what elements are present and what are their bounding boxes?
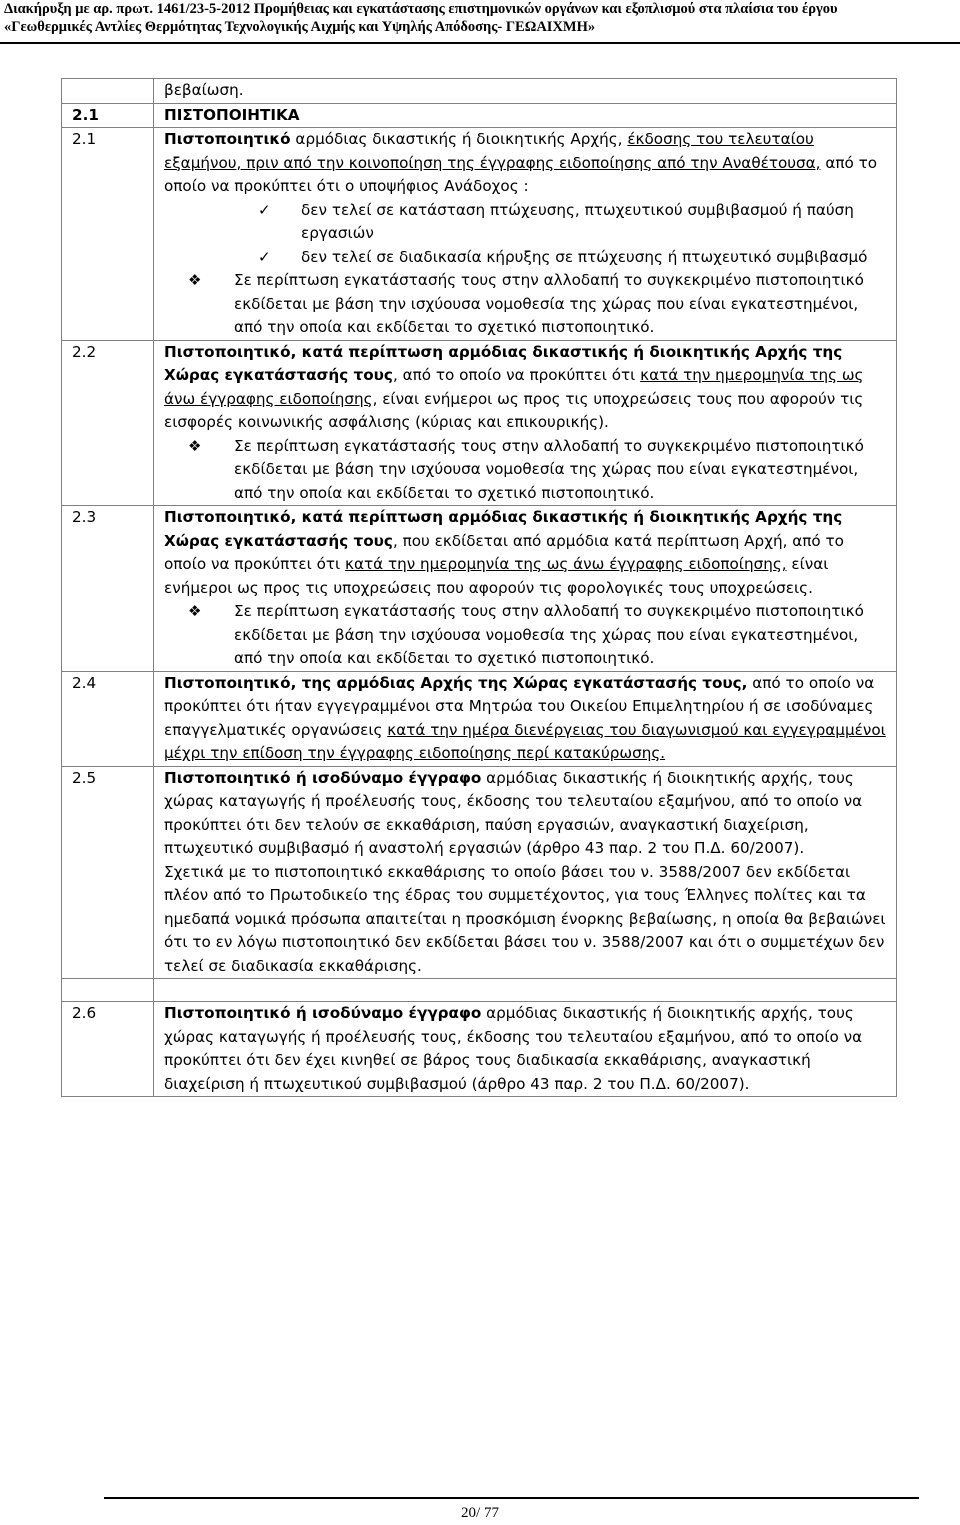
diamond-bullet-icon: ❖ — [188, 436, 202, 455]
item-number: 2.2 — [62, 340, 154, 506]
item-heading: Πιστοποιητικό ή ισοδύναμο έγγραφο — [164, 1004, 482, 1022]
table-row — [62, 1002, 897, 1097]
foreign-note — [164, 269, 890, 340]
section-number: 2.1 — [62, 103, 154, 128]
diamond-bullet-icon: ❖ — [188, 602, 202, 620]
item-content — [154, 1002, 897, 1097]
item-number: 2.1 — [62, 128, 154, 341]
item-heading: Πιστοποιητικό, κατά περίπτωση αρμόδιας δικαστικής ή διοικητικής Αρχής της Χώρας εγκατάστασής τους — [164, 508, 843, 550]
item-number: 2.3 — [62, 506, 154, 672]
item-number: 2.5 — [62, 766, 154, 979]
item-heading: Πιστοποιητικό — [164, 130, 291, 148]
item-underlined-text: κατά την ημερομηνία της ως άνω έγγραφης ειδοποίησης, — [345, 555, 787, 573]
continuation-text: βεβαίωση. — [164, 81, 244, 99]
item-heading: Πιστοποιητικό, της αρμόδιας Αρχής της Χώρας εγκατάστασής τους, — [164, 673, 748, 692]
item-content — [154, 340, 897, 506]
footer-divider — [104, 1497, 919, 1499]
item-text: , από το οποίο να προκύπτει ότι — [392, 366, 641, 384]
item-text: αρμόδιας δικαστικής ή διοικητικής αρχής, τους χώρας καταγωγής ή προέλευσής τους, έκδοσης του τελευταίου εξαμήνου, από το οποίο να προκύπτει ότι δεν έχει κινηθεί σε βάρος τους διαδικασία εκκαθάρισης, αναγκαστική διαχείριση ή πτωχευτικού συμβιβασμού (άρθρο 43 παρ. 2 του Π.Δ. 60/2007). — [164, 1004, 863, 1093]
table-row — [62, 79, 897, 104]
table-row — [62, 103, 897, 128]
row-content-cell — [154, 979, 897, 1002]
page-number: 20/ 77 — [461, 1505, 499, 1521]
item-text: , είναι ενήμεροι ως προς τις υποχρεώσεις τους που αφορούν τις εισφορές κοινωνικής ασφάλισης (κύριας και επικουρικής). — [164, 389, 864, 431]
item-text: από το οποίο να προκύπτει ότι ο υποψήφιος Ανάδοχος : — [164, 153, 878, 195]
checkmark-icon: ✓ — [258, 200, 271, 219]
requirements-table — [61, 78, 897, 1097]
item-text: είναι ενήμεροι ως προς τις υποχρεώσεις που αφορούν τις φορολογικές τους υποχρεώσεις. — [164, 555, 829, 597]
section-title: ΠΙΣΤΟΠΟΙΗΤΙΚΑ — [154, 103, 897, 128]
header-line-1: Διακήρυξη με αρ. πρωτ. 1461/23-5-2012 Προμήθειας και εγκατάστασης επιστημονικών οργάνων και εξοπλισμού στα πλαίσια του έργου — [4, 1, 838, 17]
item-content — [154, 128, 897, 341]
item-number: 2.6 — [62, 1002, 154, 1097]
item-note: Σχετικά με το πιστοποιητικό εκκαθάρισης το οποίο βάσει του ν. 3588/2007 δεν εκδίδεται πλέον από το Πρωτοδικείο της έδρας του συμμετέχοντος, για τους Έλληνες πολίτες και τα ημεδαπά νομικά πρόσωπα απαιτείται η προσκόμιση ένορκης βεβαίωσης, η οποία θα βεβαιώνει ότι το εν λόγω πιστοποιητικό δεν εκδίδεται βάσει του ν. 3588/2007 και ότι ο συμμετέχων δεν τελεί σε διαδικασία εκκαθάρισης. — [164, 862, 886, 975]
table-row — [62, 128, 897, 341]
table-row — [62, 766, 897, 979]
table-row — [62, 506, 897, 672]
item-content — [154, 671, 897, 766]
diamond-bullet-icon: ❖ — [188, 271, 202, 289]
foreign-note — [164, 600, 890, 671]
item-heading: Πιστοποιητικό ή ισοδύναμο έγγραφο — [164, 768, 482, 787]
row-number-cell — [62, 79, 154, 104]
table-row — [62, 979, 897, 1002]
item-underlined-text: έκδοσης του τελευταίου εξαμήνου, πριν από την κοινοποίηση της έγγραφης ειδοποίησης από την Αναθέτουσα, — [164, 130, 821, 172]
item-text: , που εκδίδεται από αρμόδια κατά περίπτωση Αρχή, από το οποίο να προκύπτει ότι — [164, 531, 844, 573]
checklist-text: δεν τελεί σε διαδικασία κήρυξης σε πτώχευσης ή πτωχευτικό συμβιβασμό — [301, 247, 868, 266]
row-number-cell — [62, 979, 154, 1002]
foreign-note — [164, 435, 890, 506]
header-divider — [0, 42, 960, 44]
foreign-note-text: Σε περίπτωση εγκατάστασής τους στην αλλοδαπή το συγκεκριμένο πιστοποιητικό εκδίδεται με βάση την ισχύουσα νομοθεσία της χώρας που είναι εγκατεστημένοι, από την οποία και εκδίδεται το σχετικό πιστοποιητικό. — [234, 436, 864, 502]
checklist-item — [164, 199, 890, 246]
item-underlined-text: κατά την ημερομηνία της ως άνω έγγραφης ειδοποίησης — [164, 366, 864, 408]
checkmark-icon: ✓ — [258, 247, 271, 266]
document-header — [4, 0, 954, 36]
item-text: αρμόδιας δικαστικής ή διοικητικής αρχής, τους χώρας καταγωγής ή προέλευσής τους, έκδοσης του τελευταίου εξαμήνου, από το οποίο να προκύπτει ότι δεν τελούν σε εκκαθάριση, παύση εργασιών, αναγκαστική διαχείριση, πτωχευτικό συμβιβασμό ή αναστολή εργασιών (άρθρο 43 παρ. 2 του Π.Δ. 60/2007). — [164, 768, 863, 857]
table-row — [62, 340, 897, 506]
foreign-note-text: Σε περίπτωση εγκατάστασής τους στην αλλοδαπή το συγκεκριμένο πιστοποιητικό εκδίδεται με βάση την ισχύουσα νομοθεσία της χώρας που είναι εγκατεστημένοι, από την οποία και εκδίδεται το σχετικό πιστοποιητικό. — [234, 271, 864, 336]
item-underlined-text: κατά την ημέρα διενέργειας του διαγωνισμού και εγγεγραμμένοι μέχρι την επίδοση την έγγραφης ειδοποίησης περί κατακύρωσης. — [164, 720, 886, 762]
item-heading: Πιστοποιητικό, κατά περίπτωση αρμόδιας δικαστικής ή διοικητικής Αρχής της Χώρας εγκατάστασής τους — [164, 342, 843, 384]
item-text: από το οποίο να προκύπτει ότι ήταν εγγεγραμμένοι στα Μητρώα του Οικείου Επιμελητηρίου ή σε ισοδύναμες επαγγελματικές οργανώσεις — [164, 673, 875, 739]
foreign-note-text: Σε περίπτωση εγκατάστασής τους στην αλλοδαπή το συγκεκριμένο πιστοποιητικό εκδίδεται με βάση την ισχύουσα νομοθεσία της χώρας που είναι εγκατεστημένοι, από την οποία και εκδίδεται το σχετικό πιστοποιητικό. — [234, 602, 864, 667]
row-content-cell — [154, 79, 897, 104]
checklist-text: δεν τελεί σε κατάσταση πτώχευσης, πτωχευτικού συμβιβασμού ή παύση εργασιών — [301, 200, 854, 242]
checklist-item — [164, 246, 890, 270]
item-number: 2.4 — [62, 671, 154, 766]
item-content — [154, 766, 897, 979]
header-line-2: «Γεωθερμικές Αντλίες Θερμότητας Τεχνολογικής Αιχμής και Υψηλής Απόδοσης- ΓΕΩΑΙΧΜΗ» — [4, 19, 596, 35]
item-content — [154, 506, 897, 672]
table-row — [62, 671, 897, 766]
item-text: αρμόδιας δικαστικής ή διοικητικής Αρχής, — [290, 130, 628, 148]
